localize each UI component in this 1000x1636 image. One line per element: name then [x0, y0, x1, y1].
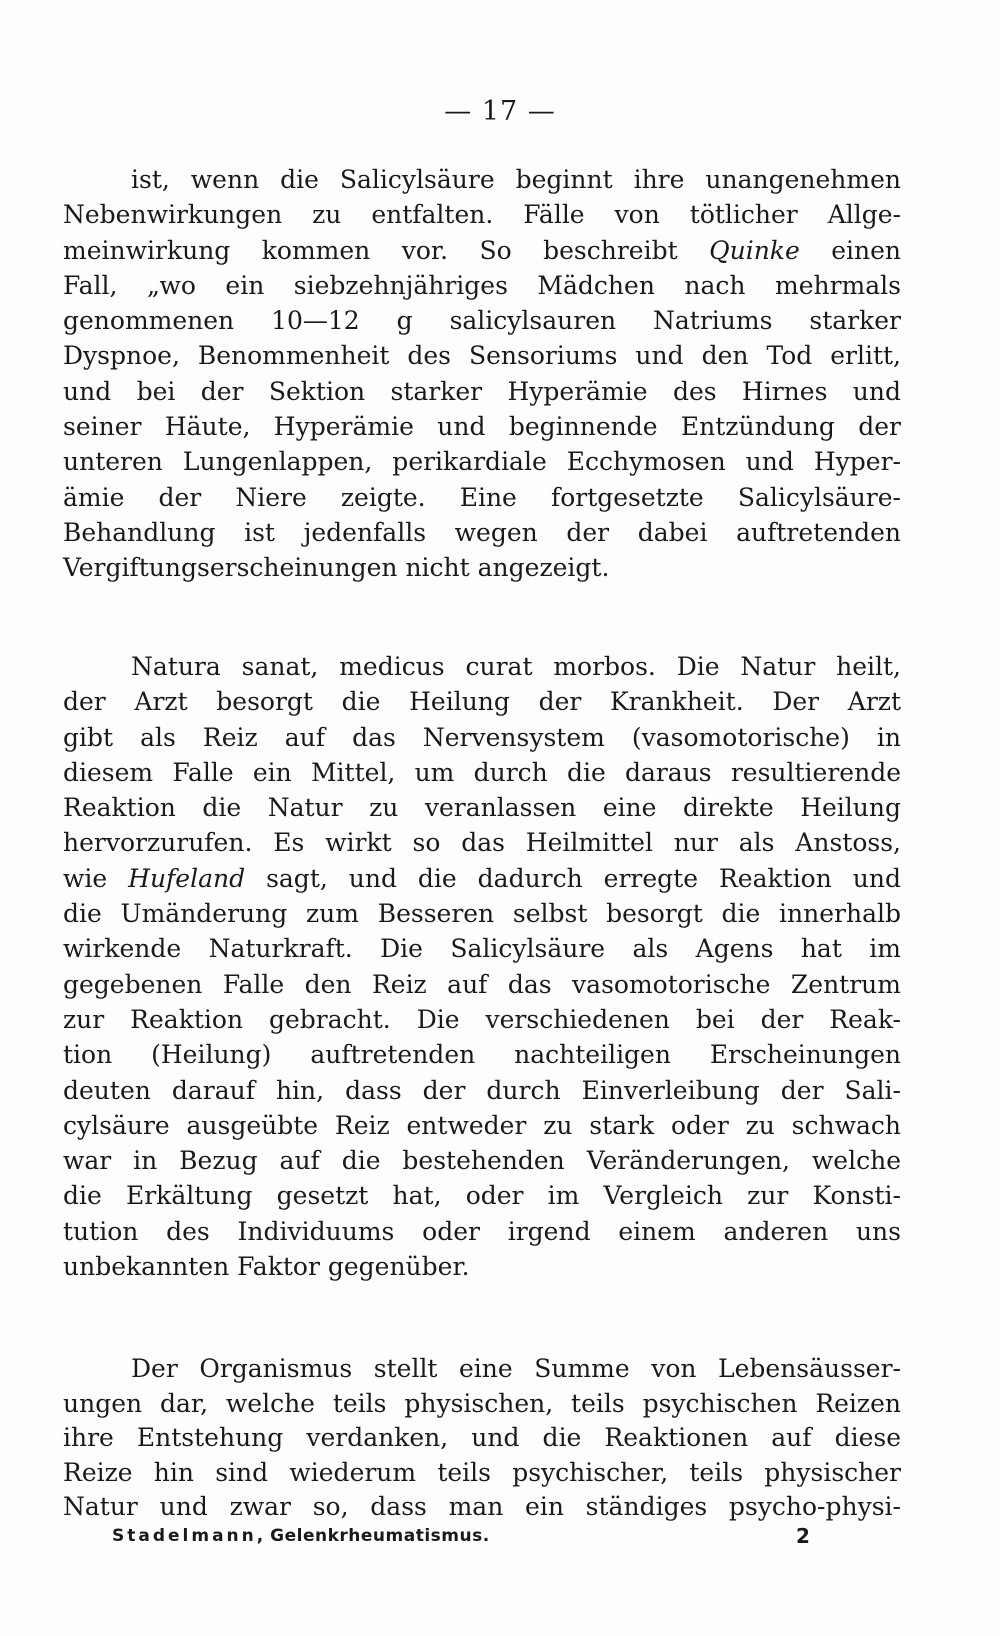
text-line: wirkende Naturkraft. Die Salicylsäure als Agens hat im: [63, 934, 901, 964]
text-line: der Arzt besorgt die Heilung der Krankheit. Der Arzt: [63, 687, 901, 717]
text-line: Fall, „wo ein siebzehnjähriges Mädchen nach mehrmals: [63, 270, 901, 300]
text-line: tution des Individuums oder irgend einem anderen uns: [63, 1216, 901, 1246]
text-line: Reize hin sind wiederum teils psychischer, teils physischer: [63, 1457, 901, 1487]
text-line: unteren Lungenlappen, perikardiale Ecchymosen und Hyper-: [63, 447, 901, 477]
text-line: Der Organismus stellt eine Summe von Lebensäusser-: [131, 1354, 901, 1383]
text-line: Behandlung ist jedenfalls wegen der dabei auftretenden: [63, 517, 901, 547]
text-line: [63, 861, 901, 896]
author-name-hufeland: Hufeland: [128, 863, 246, 893]
page-number: — 17 —: [444, 96, 556, 127]
footer-author: Stadelmann: [112, 1526, 257, 1546]
text-line: war in Bezug auf die bestehenden Veränderungen, welche: [63, 1146, 901, 1176]
text-line: ist, wenn die Salicylsäure beginnt ihre unangenehmen: [131, 165, 901, 194]
author-name-quinke: Quinke: [709, 235, 800, 265]
text-segment: meinwirkung kommen vor. So beschreibt: [63, 235, 710, 265]
text-line: seiner Häute, Hyperämie und beginnende Entzündung der: [63, 412, 901, 442]
footer-signature-line: [112, 1526, 812, 1546]
paragraph-2: [63, 649, 901, 1284]
text-line: tion (Heilung) auftretenden nachteiligen Erscheinungen: [63, 1040, 901, 1070]
text-line: zur Reaktion gebracht. Die verschiedenen bei der Reak-: [63, 1004, 901, 1034]
text-line: diesem Falle ein Mittel, um durch die daraus resultierende: [63, 757, 901, 787]
text-line: [63, 233, 901, 268]
text-line: die Erkältung gesetzt hat, oder im Vergleich zur Konsti-: [63, 1181, 901, 1211]
text-line: hervorzurufen. Es wirkt so das Heilmittel nur als Anstoss,: [63, 828, 901, 858]
text-line: Dyspnoe, Benommenheit des Sensoriums und den Tod erlitt,: [63, 341, 901, 371]
text-line: genommenen 10—12 g salicylsauren Natriums starker: [63, 306, 901, 336]
text-line: die Umänderung zum Besseren selbst besorgt die innerhalb: [63, 899, 901, 929]
footer-separator: ,: [256, 1526, 271, 1546]
text-line: gegebenen Falle den Reiz auf das vasomotorische Zentrum: [63, 969, 901, 999]
text-segment: sagt, und die dadurch erregte Reaktion und: [245, 863, 901, 893]
text-segment: wie: [63, 863, 129, 893]
text-line: Reaktion die Natur zu veranlassen eine direkte Heilung: [63, 793, 901, 823]
footer-title: Gelenkrheumatismus.: [270, 1526, 490, 1546]
text-line: Vergiftungserscheinungen nicht angezeigt.: [63, 553, 610, 583]
text-line: ämie der Niere zeigte. Eine fortgesetzte Salicylsäure-: [63, 482, 901, 512]
text-line: Nebenwirkungen zu entfalten. Fälle von tötlicher Allge-: [63, 200, 901, 230]
paragraph-3: [63, 1352, 901, 1525]
text-line: Natura sanat, medicus curat morbos. Die Natur heilt,: [131, 652, 901, 681]
text-line: cylsäure ausgeübte Reiz entweder zu stark oder zu schwach: [63, 1110, 901, 1140]
text-line: ihre Entstehung verdanken, und die Reaktionen auf diese: [63, 1423, 901, 1452]
text-line: ungen dar, welche teils physischen, teils psychischen Reizen: [63, 1388, 901, 1418]
text-line: deuten darauf hin, dass der durch Einverleibung der Sali-: [63, 1075, 901, 1105]
text-line: und bei der Sektion starker Hyperämie des Hirnes und: [63, 376, 901, 406]
text-line: Natur und zwar so, dass man ein ständiges psycho-physi-: [63, 1492, 901, 1521]
signature-mark: 2: [796, 1524, 810, 1548]
text-line: gibt als Reiz auf das Nervensystem (vasomotorische) in: [63, 722, 901, 752]
text-line: unbekannten Faktor gegenüber.: [63, 1252, 470, 1282]
paragraph-1: [63, 162, 901, 586]
text-segment: einen: [799, 235, 901, 265]
